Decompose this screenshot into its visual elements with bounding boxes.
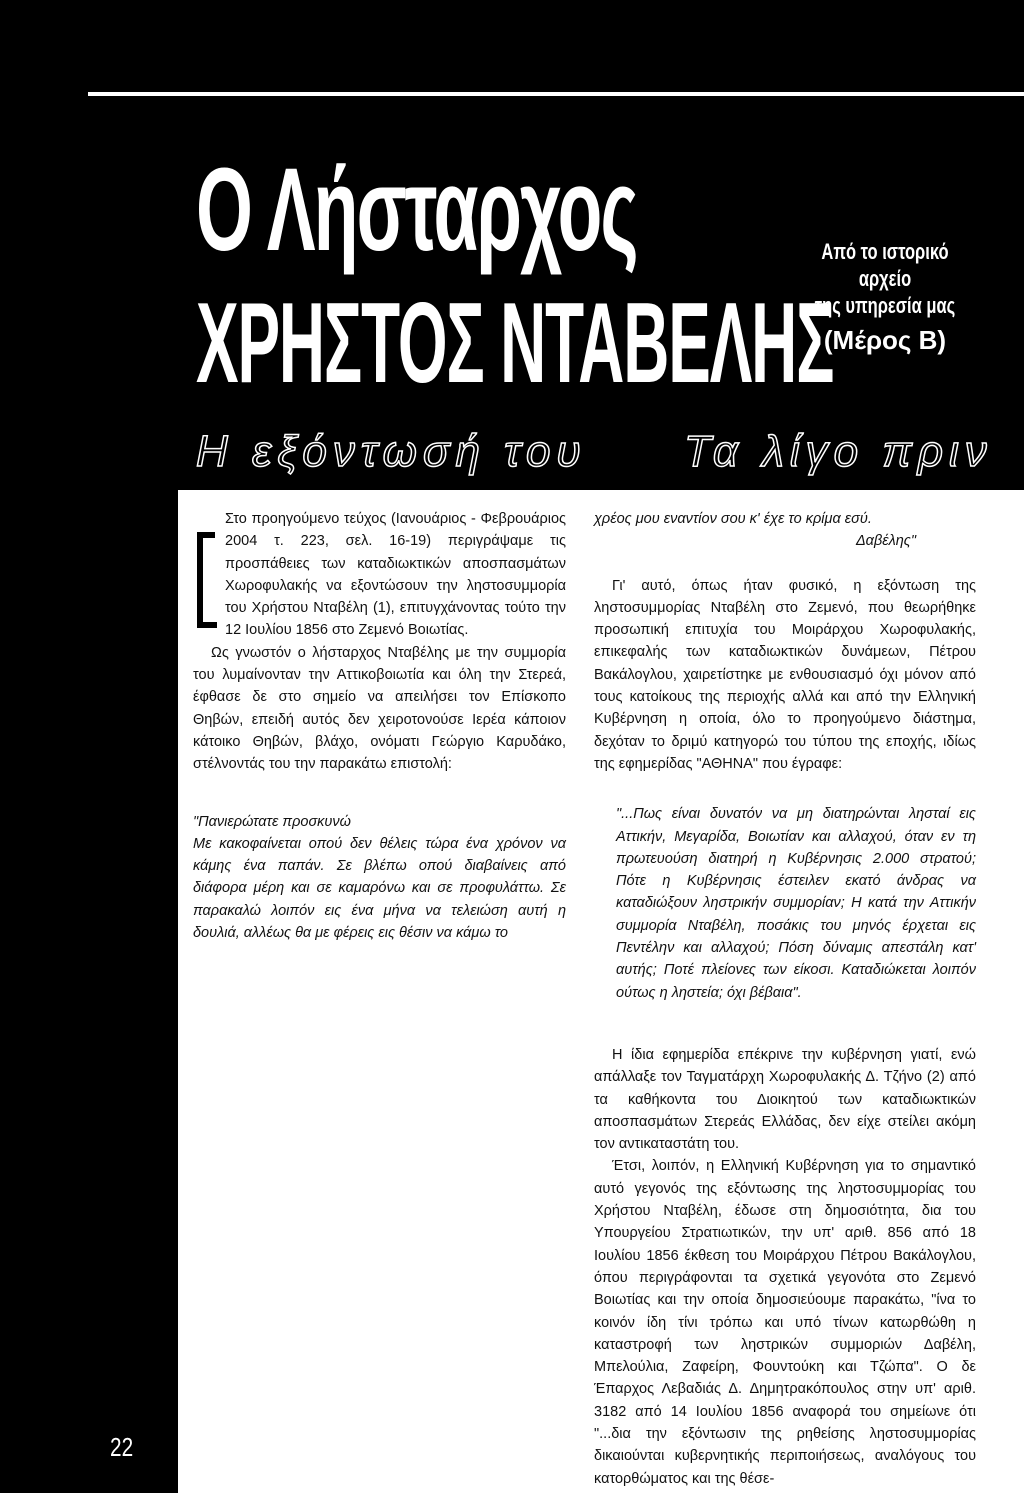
- series-part: (Μέρος Β): [823, 325, 947, 355]
- subtitle-right: Τα λίγο πριν: [684, 427, 993, 476]
- title-line-1: Ο Λήσταρχος: [196, 144, 637, 276]
- quote-text: "...Πως είναι δυνατόν να μη διατηρώνται λησταί εις Αττικήν, Μεγαρίδα, Βοιωτίαν και αλλαχού, όταν εν τη πρωτευούση διατηρή η Κυβέρνησις 2.000 στρατού; Πότε η Κυβέρνησις έστειλεν εκατό άνδρας να καταδιώξουν ληστρικήν συμμορίαν; Η κατά την Αττικήν συμμορία Νταβέλη, ποσάκις του μηνός έρχεται εις Πεντέλην και αλλαχού; Πόση δύναμις απεστάλη κατ' αυτής; Ποτέ πλείονες των είκοσι. Καταδιώκεται λοιπόν ούτως η ληστεία; όχι βέβαια".: [616, 806, 976, 1001]
- right-column: [594, 508, 976, 1490]
- drop-cap: [193, 518, 217, 636]
- newspaper-quote: [594, 803, 976, 1004]
- letter-body: Με κακοφαίνεται οπού δεν θέλεις τώρα ένα χρόνον να κάμης ένα παπάν. Σε βλέπω οπού διαβαίνεις από διάφορα μέρη και σε καμαρόνω και σε προφυλάττω. Σε παρακαλώ λοιπόν εις ένα μήνα να τελειώση αυτή η δουλιά, αλλέως θα με φέρεις εις θέσιν να κάμω το: [193, 835, 566, 942]
- page-number: 22: [110, 1432, 134, 1462]
- paragraph: Ως γνωστόν ο λήσταρχος Νταβέλης με την συμμορία του λυμαίνονταν την Αττικοβοιωτία και όλη την Στερεά, έφθασε δε στο σημείο να απειλήσει τον Επίσκοπο Θηβών, επειδή αυτός δεν χειροτονούσε Ιερέα κάποιον κάτοικο Θηβών, βλάχο, ονόματι Γεώργιο Καρυδάκο, στέλνοντάς του την παρακάτω επιστολή:: [193, 644, 566, 773]
- series-line-1: Από το ιστορικό: [821, 239, 949, 264]
- letter-salutation: "Πανιερώτατε προσκυνώ: [193, 813, 351, 830]
- intro-paragraph: Στο προηγούμενο τεύχος (Ιανουάριος - Φεβρουάριος 2004 τ. 223, σελ. 16-19) περιγράψαμε τις προσπάθειες των καταδιωκτικών αποσπασμάτων Χωροφυλακής να εξοντώσουν την ληστοσυμμορία του Χρήστου Νταβέλη (1), επιτυγχάνοντας τούτο την 12 Ιουλίου 1856 στο Ζεμενό Βοιωτίας.: [225, 511, 566, 639]
- series-line-3: της υπηρεσία μας: [814, 293, 956, 318]
- subtitle-left: Η εξόντωσή του: [196, 427, 587, 476]
- paragraph: Έτσι, λοιπόν, η Ελληνική Κυβέρνηση για το σημαντικό αυτό γεγονός της εξόντωσης της ληστοσυμμορίας του Χρήστου Νταβέλη, έδωσε στη δημοσιότητα, δια του Υπουργείου Στρατιωτικών, την υπ' αριθ. 856 από 18 Ιουλίου 1856 έκθεση του Μοιράρχου Πέτρου Βακάλογλου, όπου περιγράφονται τα σχετικά γεγονότα στο Ζεμενό Βοιωτίας και την οποία δημοσιεύουμε παρακάτω, "ίνα το κοινόν ίδη τίνι τρόπω και υπό τίνων κατωρθώθη η καταστροφή των ληστρικών συμμοριών Δαβέλη, Μπελούλια, Ζαφείρη, Φουντούκη και Τζώπα". Ο δε Έπαρχος Λεβαδιάς Δ. Δημητρακόπουλος στην υπ' αριθ. 3182 από 14 Ιουλίου 1856 αναφορά του σημείωνε ότι "...δια την εξόντωσιν της ρηθείσης ληστοσυμμορίας δικαιούνται κυβερνητικής περιποιήσεως, αναλόγους του κατορθώματος και της θέσε-: [594, 1158, 976, 1487]
- paragraph: Γι' αυτό, όπως ήταν φυσικό, η εξόντωση της ληστοσυμμορίας Νταβέλη στο Ζεμενό, που θεωρήθηκε προσωπική επιτυχία του Μοιράρχου Χωροφυλακής, επικεφαλής των καταδιωκτικών δυνάμεων, Πέτρου Βακάλογλου, χαιρετίστηκε με ενθουσιασμό όχι μόνον από τους κατοίκους της περιοχής αλλά και από την Ελληνική Κυβέρνηση η οποία, όλο το προηγούμενο διάστημα, δεχόταν το δριμύ κατηγορώ του τύπου της εποχής, ιδίως της εφημερίδας "ΑΘΗΝΑ" που έγραφε:: [594, 577, 976, 772]
- letter-quote: [193, 811, 566, 945]
- letter-end: χρέος μου εναντίον σου κ' έχε το κρίμα εσύ.: [594, 511, 872, 527]
- letter-signature: Δαβέλης": [855, 533, 916, 550]
- left-column: [193, 508, 566, 944]
- series-label: [790, 238, 980, 357]
- series-line-2: αρχείο: [858, 266, 912, 291]
- top-rule: [88, 92, 1024, 96]
- title-line-2: ΧΡΗΣΤΟΣ ΝΤΑΒΕΛΗΣ: [196, 280, 834, 407]
- paragraph: Η ίδια εφημερίδα επέκρινε την κυβέρνηση γιατί, ενώ απάλλαξε τον Ταγματάρχη Χωροφυλακής Δ. Τζήνο (2) από τα καθήκοντα του Διοικητού των καταδιωκτικών αποσπασμάτων Στερεάς Ελλάδας, δεν είχε στείλει ακόμη τον αντικαταστάτη του.: [594, 1046, 976, 1153]
